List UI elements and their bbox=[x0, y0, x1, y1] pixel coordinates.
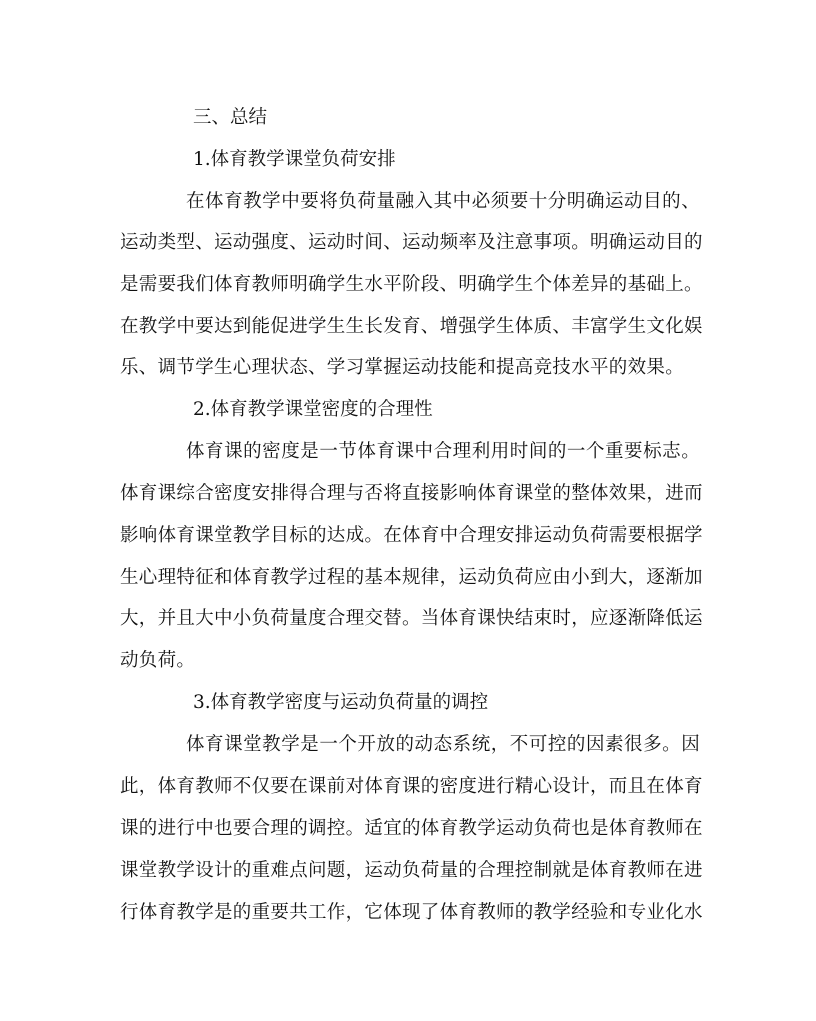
paragraph-3-line-4: 课堂教学设计的重难点问题，运动负荷量的合理控制就是体育教师在进 bbox=[120, 860, 703, 881]
paragraph-1-line-1: 在体育教学中要将负荷量融入其中必须要十分明确运动目的、 bbox=[186, 191, 700, 212]
paragraph-3-line-1: 体育课堂教学是一个开放的动态系统，不可控的因素很多。因 bbox=[186, 734, 700, 755]
paragraph-2-line-5: 大，并且大中小负荷量度合理交替。当体育课快结束时，应逐渐降低运 bbox=[120, 608, 703, 629]
paragraph-2-line-1: 体育课的密度是一节体育课中合理利用时间的一个重要标志。 bbox=[186, 441, 700, 462]
paragraph-1-line-3: 是需要我们体育教师明确学生水平阶段、明确学生个体差异的基础上。 bbox=[120, 274, 703, 295]
paragraph-3-line-3: 课的进行中也要合理的调控。适宜的体育教学运动负荷也是体育教师在 bbox=[120, 818, 703, 839]
heading-3: 3.体育教学密度与运动负荷量的调控 bbox=[193, 692, 489, 713]
paragraph-2-line-3: 影响体育课堂教学目标的达成。在体育中合理安排运动负荷需要根据学 bbox=[120, 525, 703, 546]
section-title: 三、总结 bbox=[193, 107, 268, 128]
paragraph-2-line-2: 体育课综合密度安排得合理与否将直接影响体育课堂的整体效果，进而 bbox=[120, 483, 703, 504]
paragraph-2-line-4: 生心理特征和体育教学过程的基本规律，运动负荷应由小到大，逐渐加 bbox=[120, 567, 703, 588]
paragraph-2-line-6: 动负荷。 bbox=[120, 650, 196, 671]
paragraph-1-line-2: 运动类型、运动强度、运动时间、运动频率及注意事项。明确运动目的 bbox=[120, 232, 703, 253]
heading-1: 1.体育教学课堂负荷安排 bbox=[193, 149, 396, 170]
paragraph-3-line-2: 此，体育教师不仅要在课前对体育课的密度进行精心设计，而且在体育 bbox=[120, 776, 703, 797]
paragraph-1-line-4: 在教学中要达到能促进学生生长发育、增强学生体质、丰富学生文化娱 bbox=[120, 316, 703, 337]
paragraph-3-line-5: 行体育教学是的重要共工作，它体现了体育教师的教学经验和专业化水 bbox=[120, 902, 703, 923]
paragraph-1-line-5: 乐、调节学生心理状态、学习掌握运动技能和提高竞技水平的效果。 bbox=[120, 357, 685, 378]
heading-2: 2.体育教学课堂密度的合理性 bbox=[193, 399, 433, 420]
